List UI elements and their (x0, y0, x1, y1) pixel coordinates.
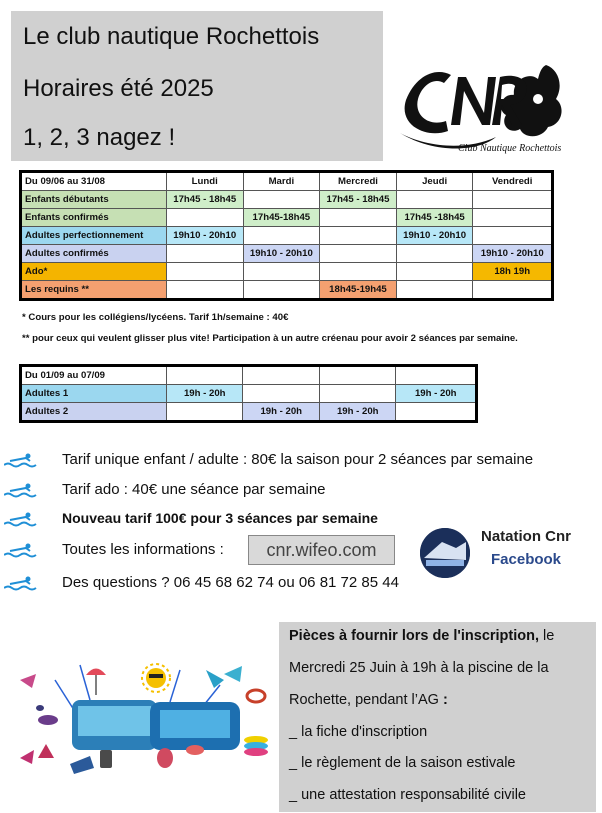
questions-text: Des questions ? 06 45 68 62 74 ou 06 81 72 85 44 (62, 574, 399, 591)
slot-cell: 17h45 -18h45 (396, 209, 473, 227)
swimming-clipart (10, 640, 272, 785)
toutes-infos-text: Toutes les informations : (62, 541, 224, 558)
slot-cell: 19h - 20h (396, 385, 477, 403)
slot-cell: 19h10 - 20h10 (473, 245, 553, 263)
group-label: Les requins ** (21, 281, 167, 300)
table-row (21, 403, 477, 422)
table-row (21, 191, 553, 209)
table-row (21, 227, 553, 245)
group-label: Adultes 2 (21, 403, 167, 422)
info-line-questions (0, 572, 600, 598)
documents-box (279, 622, 596, 812)
slot-cell: 19h10 - 20h10 (166, 227, 243, 245)
slot-cell: 17h45 - 18h45 (166, 191, 243, 209)
day-header: Mercredi (320, 172, 397, 191)
facebook-title[interactable]: Natation Cnr (481, 528, 571, 545)
slot-cell (319, 385, 396, 403)
table-row (21, 263, 553, 281)
slot-cell (320, 209, 397, 227)
nouveau-tarif-text: Nouveau tarif 100€ pour 3 séances par semaine (62, 510, 378, 526)
header-box (11, 11, 383, 161)
group-label: Enfants confirmés (21, 209, 167, 227)
group-label: Adultes confirmés (21, 245, 167, 263)
slot-cell (166, 263, 243, 281)
slot-cell: 19h - 20h (243, 403, 320, 422)
pieces-location: Rochette, pendant l’AG (289, 692, 439, 708)
document-item: _ le règlement de la saison estivale (289, 755, 516, 771)
swimmer-icon (4, 483, 38, 499)
group-label: Adultes 1 (21, 385, 167, 403)
table-row (21, 385, 477, 403)
slot-cell (243, 191, 320, 209)
table-header-row (21, 172, 553, 191)
group-label: Adultes perfectionnement (21, 227, 167, 245)
pieces-location-line (289, 692, 448, 708)
slot-cell (243, 227, 320, 245)
period-cell: Du 01/09 au 07/09 (21, 366, 167, 385)
slot-cell: 18h 19h (473, 263, 553, 281)
document-item: _ une attestation responsabilité civile (289, 787, 526, 803)
swimmer-icon (4, 512, 38, 528)
summer-schedule-table (19, 170, 554, 301)
slot-cell: 19h - 20h (319, 403, 396, 422)
slot-cell (473, 209, 553, 227)
ado-note: * Cours pour les collégiens/lycéens. Tarif 1h/semaine : 40€ (22, 312, 289, 323)
slot-cell (166, 281, 243, 300)
slot-cell: 19h - 20h (166, 385, 243, 403)
swimmer-icon (4, 543, 38, 559)
slot-cell: 17h45-18h45 (243, 209, 320, 227)
table-header-row (21, 366, 477, 385)
slogan: 1, 2, 3 nagez ! (23, 124, 176, 151)
slot-cell (396, 191, 473, 209)
table-row (21, 281, 553, 300)
pieces-date: Mercredi 25 Juin à 19h à la piscine de la (289, 660, 549, 676)
table-row (21, 209, 553, 227)
slot-cell (396, 263, 473, 281)
logo-subtitle: Club Nautique Rochettois (458, 143, 562, 154)
slot-cell (243, 385, 320, 403)
slot-cell (396, 245, 473, 263)
facebook-page-icon[interactable] (420, 528, 470, 578)
document-item: _ la fiche d'inscription (289, 724, 428, 740)
group-label: Ado* (21, 263, 167, 281)
september-schedule-table (19, 364, 478, 423)
pieces-heading: Pièces à fournir lors de l'inscription, (289, 628, 540, 644)
period-cell: Du 09/06 au 31/08 (21, 172, 167, 191)
group-label: Enfants débutants (21, 191, 167, 209)
slot-cell (396, 403, 477, 422)
slot-cell (166, 245, 243, 263)
slot-cell (243, 263, 320, 281)
club-title: Le club nautique Rochettois (23, 23, 320, 50)
pieces-heading-line (289, 628, 554, 644)
tarif-ado-text: Tarif ado : 40€ une séance par semaine (62, 481, 326, 498)
slot-cell (473, 281, 553, 300)
swimmer-icon (4, 453, 38, 469)
swimmer-icon (4, 576, 38, 592)
slot-cell (473, 191, 553, 209)
pool-photo-icon (420, 528, 470, 578)
slot-cell: 17h45 - 18h45 (320, 191, 397, 209)
day-header: Lundi (166, 172, 243, 191)
slot-cell: 19h10 - 20h10 (243, 245, 320, 263)
slot-cell (473, 227, 553, 245)
pieces-colon: : (438, 692, 448, 708)
table-row (21, 245, 553, 263)
slot-cell (243, 281, 320, 300)
day-header: Vendredi (473, 172, 553, 191)
slot-cell (166, 209, 243, 227)
slot-cell (166, 403, 243, 422)
requins-note: ** pour ceux qui veulent glisser plus vite! Participation à un autre créenau pour avoir 2 séances par semaine. (22, 333, 518, 344)
facebook-label[interactable]: Facebook (491, 551, 562, 568)
info-line-tarif-unique (0, 449, 600, 475)
info-line-tarif-ado (0, 479, 600, 505)
day-header: Jeudi (396, 172, 473, 191)
slot-cell: 19h10 - 20h10 (396, 227, 473, 245)
slot-cell (396, 281, 473, 300)
day-header: Mardi (243, 172, 320, 191)
schedule-title: Horaires été 2025 (23, 75, 214, 102)
pieces-heading-rest: le (539, 628, 555, 644)
website-link[interactable]: cnr.wifeo.com (248, 535, 395, 565)
slot-cell: 18h45-19h45 (320, 281, 397, 300)
tarif-unique-text: Tarif unique enfant / adulte : 80€ la saison pour 2 séances par semaine (62, 451, 534, 468)
slot-cell (320, 245, 397, 263)
slot-cell (320, 227, 397, 245)
slot-cell (320, 263, 397, 281)
